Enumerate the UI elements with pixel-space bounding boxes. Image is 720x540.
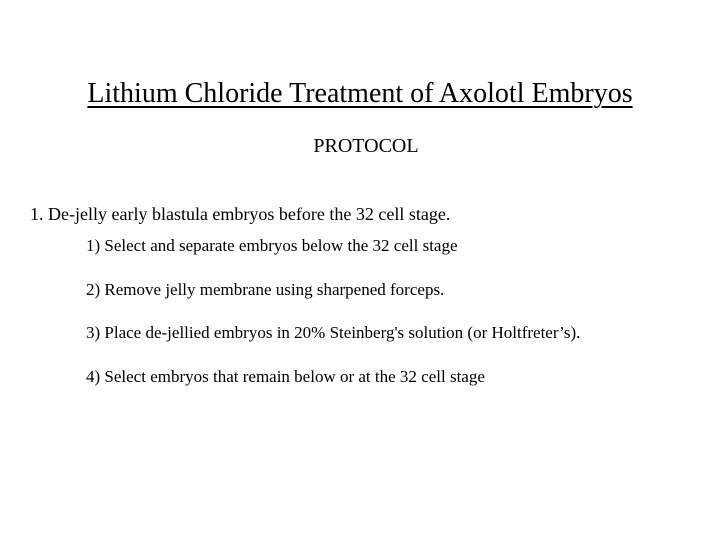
slide-title: Lithium Chloride Treatment of Axolotl Embryos <box>87 78 633 109</box>
substep-item: 3) Place de-jellied embryos in 20% Steinberg's solution (or Holtfreter’s). <box>86 323 581 342</box>
substep-list <box>86 235 580 409</box>
substep-item: 1) Select and separate embryos below the 32 cell stage <box>86 236 458 255</box>
protocol-step-1: 1. De-jelly early blastula embryos before the 32 cell stage. <box>30 204 451 224</box>
substep-item: 2) Remove jelly membrane using sharpened forceps. <box>86 279 445 299</box>
substep-item: 4) Select embryos that remain below or at the 32 cell stage <box>86 366 485 386</box>
slide-subtitle: PROTOCOL <box>313 135 419 157</box>
